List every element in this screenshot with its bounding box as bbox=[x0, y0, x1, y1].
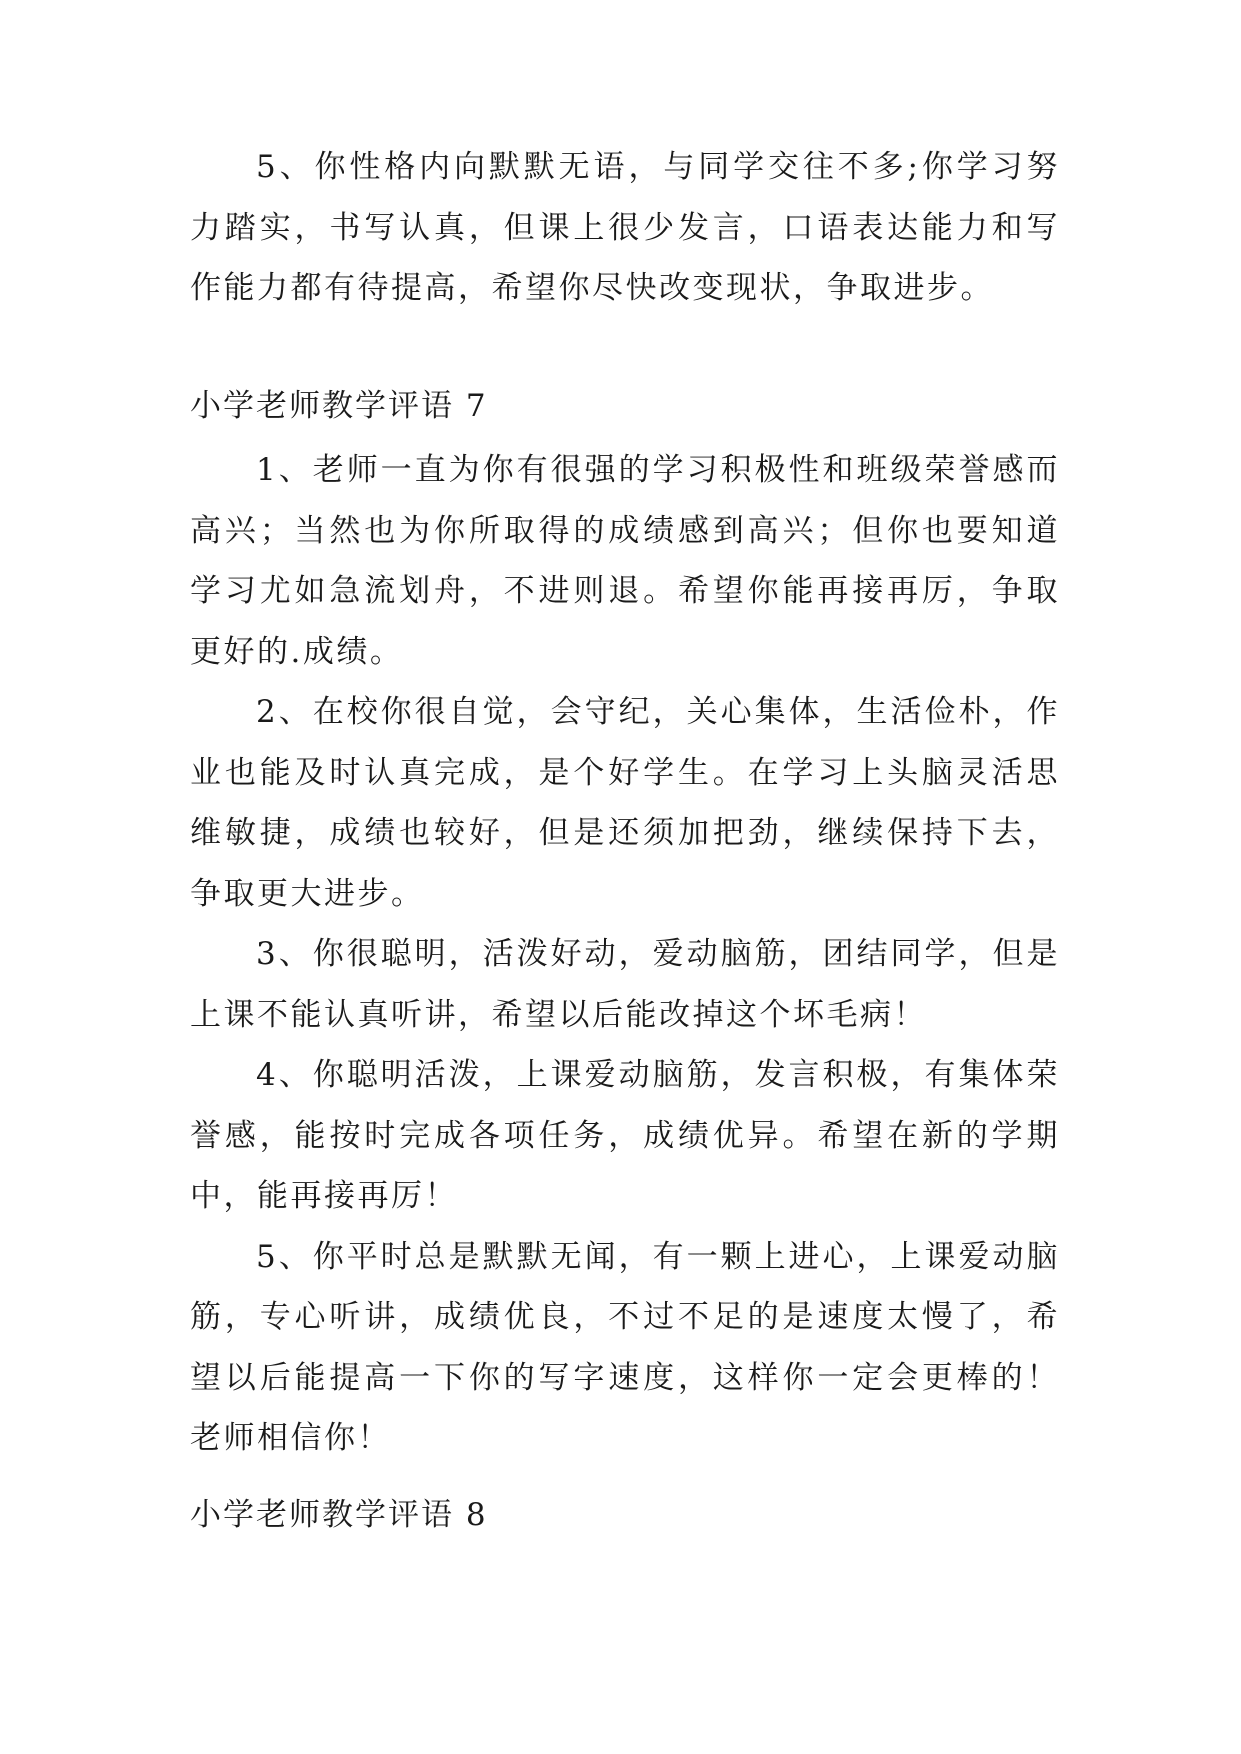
paragraph-3: 3、你很聪明，活泼好动，爱动脑筋，团结同学，但是上课不能认真听讲，希望以后能改掉这个坏毛病！ bbox=[190, 936, 1060, 1033]
paragraph-4: 4、你聪明活泼，上课爱动脑筋，发言积极，有集体荣誉感，能按时完成各项任务，成绩优异。希望在新的学期中，能再接再厉！ bbox=[190, 1057, 1060, 1214]
paragraph-1: 1、老师一直为你有很强的学习积极性和班级荣誉感而高兴；当然也为你所取得的成绩感到高兴；但你也要知道学习尤如急流划舟，不进则退。希望你能再接再厉，争取更好的.成绩。 bbox=[190, 452, 1060, 670]
paragraph-5: 5、你平时总是默默无闻，有一颗上进心，上课爱动脑筋，专心听讲，成绩优良，不过不足的是速度太慢了，希望以后能提高一下你的写字速度，这样你一定会更棒的！老师相信你！ bbox=[190, 1238, 1060, 1456]
paragraph-5-intro: 5、你性格内向默默无语，与同学交往不多;你学习努力踏实，书写认真，但课上很少发言，口语表达能力和写作能力都有待提高，希望你尽快改变现状，争取进步。 bbox=[190, 149, 1060, 306]
section-heading-7: 小学老师教学评语 7 bbox=[190, 388, 488, 424]
paragraph-2: 2、在校你很自觉，会守纪，关心集体，生活俭朴，作业也能及时认真完成，是个好学生。在学习上头脑灵活思维敏捷，成绩也较好，但是还须加把劲，继续保持下去，争取更大进步。 bbox=[190, 694, 1060, 912]
section-7-body bbox=[190, 440, 1060, 1469]
section-intro bbox=[190, 137, 1060, 319]
section-heading-8: 小学老师教学评语 8 bbox=[190, 1497, 488, 1533]
